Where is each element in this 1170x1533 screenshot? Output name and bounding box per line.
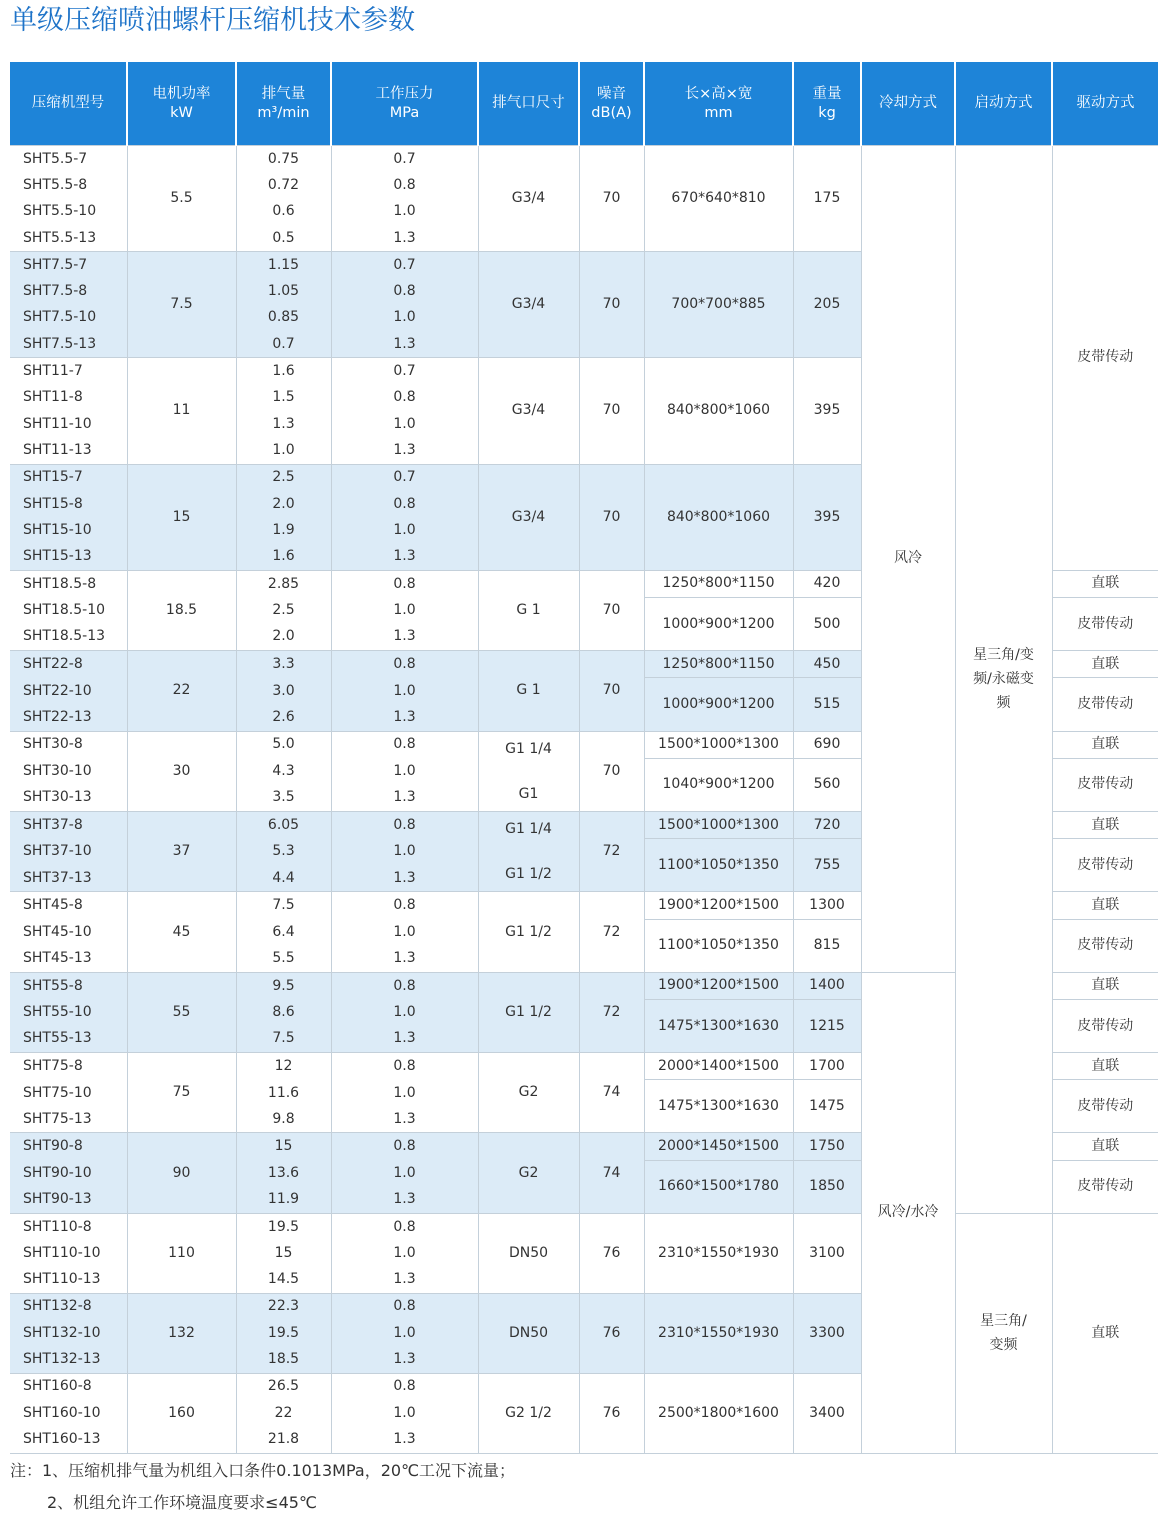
flow-cell: 0.72 <box>236 172 331 198</box>
model-cell: SHT11-10 <box>23 415 92 432</box>
table-header-row <box>10 62 1158 146</box>
power-cell: 90 <box>127 1133 236 1213</box>
pressure-cell: 1.0 <box>331 517 478 543</box>
model-cell: SHT18.5-13 <box>23 628 106 645</box>
pressure-cell: 0.8 <box>331 1373 478 1400</box>
pressure-cell: 1.3 <box>331 624 478 651</box>
pressure-cell: 1.3 <box>331 1266 478 1293</box>
flow-cell: 7.5 <box>236 892 331 919</box>
flow-cell: 2.0 <box>236 491 331 517</box>
dims-cell: 1250*800*1150 <box>644 651 793 678</box>
model-cell: SHT55-8 <box>10 972 127 999</box>
model-cell: SHT110-13 <box>23 1271 101 1288</box>
flow-cell: 2.5 <box>236 464 331 491</box>
start-method-text: 星三角/变频/永磁变频 <box>973 647 1034 712</box>
flow-cell: 7.5 <box>236 1026 331 1053</box>
power-cell: 15 <box>127 464 236 570</box>
model-cell: SHT160-13 <box>23 1430 101 1447</box>
noise-cell: 74 <box>579 1053 644 1133</box>
power-cell: 45 <box>127 892 236 972</box>
cooling-air-cell: 风冷 <box>861 146 955 973</box>
weight-cell: 3400 <box>793 1373 861 1453</box>
outlet-cell: G1 1/2 <box>478 972 579 1052</box>
header-weight: 重量 kg <box>793 62 861 146</box>
model-cell: SHT75-8 <box>10 1053 127 1080</box>
noise-cell: 72 <box>579 892 644 972</box>
weight-cell: 1300 <box>793 892 861 919</box>
flow-cell: 5.3 <box>236 839 331 865</box>
flow-cell: 15 <box>236 1133 331 1160</box>
model-cell: SHT160-8 <box>10 1373 127 1400</box>
outlet-cell: G2 <box>478 1133 579 1213</box>
weight-cell: 395 <box>793 358 861 464</box>
model-cell: SHT5.5-7 <box>10 146 127 173</box>
outlet-cell <box>478 811 579 891</box>
flow-cell: 6.05 <box>236 811 331 838</box>
pressure-cell: 0.7 <box>331 252 478 279</box>
pressure-cell: 0.8 <box>331 385 478 411</box>
flow-cell: 3.5 <box>236 785 331 812</box>
pressure-cell: 1.3 <box>331 225 478 252</box>
pressure-cell: 1.0 <box>331 839 478 865</box>
flow-cell: 26.5 <box>236 1373 331 1400</box>
pressure-cell: 0.8 <box>331 1213 478 1240</box>
pressure-cell: 1.3 <box>331 1106 478 1133</box>
flow-cell: 8.6 <box>236 1000 331 1026</box>
model-cell: SHT55-13 <box>10 1026 127 1053</box>
dims-cell: 1000*900*1200 <box>644 598 793 651</box>
power-cell: 110 <box>127 1213 236 1293</box>
outlet-cell: DN50 <box>478 1293 579 1373</box>
flow-cell: 22 <box>236 1400 331 1426</box>
drive-cell: 直联 <box>1052 892 1158 919</box>
dims-cell: 1000*900*1200 <box>644 678 793 731</box>
model-cell: SHT18.5-10 <box>23 602 106 619</box>
model-cell: SHT45-8 <box>10 892 127 919</box>
header-noise: 噪音 dB(A) <box>579 62 644 146</box>
dims-cell: 1040*900*1200 <box>644 758 793 811</box>
drive-cell: 皮带传动 <box>1052 146 1158 571</box>
noise-cell: 72 <box>579 811 644 891</box>
flow-cell: 1.0 <box>236 437 331 464</box>
dims-cell: 2000*1400*1500 <box>644 1053 793 1080</box>
model-cell: SHT75-13 <box>23 1110 92 1127</box>
model-cell: SHT30-8 <box>10 731 127 758</box>
outlet-cell: G2 <box>478 1053 579 1133</box>
flow-cell: 15 <box>236 1240 331 1266</box>
drive-cell: 皮带传动 <box>1052 758 1158 811</box>
flow-cell: 1.3 <box>236 411 331 437</box>
dims-cell: 840*800*1060 <box>644 464 793 570</box>
noise-cell: 76 <box>579 1373 644 1453</box>
model-cell: SHT7.5-7 <box>10 252 127 279</box>
outlet-cell: G 1 <box>478 570 579 650</box>
pressure-cell: 0.8 <box>331 972 478 999</box>
weight-cell: 1215 <box>793 1000 861 1053</box>
model-cell: SHT15-8 <box>10 491 127 517</box>
model-cell: SHT55-10 <box>10 1000 127 1026</box>
dims-cell: 1500*1000*1300 <box>644 731 793 758</box>
header-start: 启动方式 <box>955 62 1052 146</box>
dims-cell: 1250*800*1150 <box>644 570 793 597</box>
flow-cell: 0.6 <box>236 199 331 225</box>
weight-cell: 755 <box>793 839 861 892</box>
model-cell: SHT90-8 <box>10 1133 127 1160</box>
model-cell: SHT45-10 <box>23 923 92 940</box>
power-cell: 37 <box>127 811 236 891</box>
pressure-cell: 0.8 <box>331 1053 478 1080</box>
pressure-cell: 0.8 <box>331 1133 478 1160</box>
drive-cell: 直联 <box>1052 1133 1158 1160</box>
model-cell: SHT5.5-13 <box>23 229 97 246</box>
weight-cell: 395 <box>793 464 861 570</box>
flow-cell: 1.6 <box>236 543 331 570</box>
weight-cell: 1400 <box>793 972 861 999</box>
dims-cell: 1900*1200*1500 <box>644 972 793 999</box>
model-cell: SHT90-13 <box>10 1187 127 1214</box>
pressure-cell: 1.3 <box>331 785 478 812</box>
spec-table <box>10 62 1158 1454</box>
drive-cell: 直联 <box>1052 570 1158 597</box>
power-cell: 7.5 <box>127 252 236 358</box>
dims-cell: 2000*1450*1500 <box>644 1133 793 1160</box>
header-outlet: 排气口尺寸 <box>478 62 579 146</box>
power-cell: 22 <box>127 651 236 731</box>
header-dims: 长×高×宽 mm <box>644 62 793 146</box>
weight-cell: 720 <box>793 811 861 838</box>
pressure-cell: 0.8 <box>331 651 478 678</box>
pressure-cell: 1.3 <box>331 437 478 464</box>
flow-cell: 2.5 <box>236 598 331 624</box>
drive-cell: 皮带传动 <box>1052 839 1158 892</box>
flow-cell: 2.6 <box>236 704 331 731</box>
flow-cell: 3.3 <box>236 651 331 678</box>
pressure-cell: 1.0 <box>331 1320 478 1346</box>
flow-cell: 1.15 <box>236 252 331 279</box>
flow-cell: 22.3 <box>236 1293 331 1320</box>
note-2: 2、机组允许工作环境温度要求≤45℃ <box>47 1493 317 1512</box>
drive-cell: 直联 <box>1052 1053 1158 1080</box>
page-title: 单级压缩喷油螺杆压缩机技术参数 <box>10 5 415 36</box>
model-cell: SHT37-8 <box>10 811 127 838</box>
flow-cell: 21.8 <box>236 1426 331 1453</box>
noise-cell: 70 <box>579 651 644 731</box>
weight-cell: 450 <box>793 651 861 678</box>
outlet-size-1: G1 1/4 <box>505 740 552 757</box>
drive-cell: 直联 <box>1052 651 1158 678</box>
noise-cell: 72 <box>579 972 644 1052</box>
model-cell: SHT37-10 <box>10 839 127 865</box>
pressure-cell: 0.7 <box>331 146 478 173</box>
start-method-text: 星三角/变频 <box>980 1313 1027 1354</box>
weight-cell: 560 <box>793 758 861 811</box>
dims-cell: 1900*1200*1500 <box>644 892 793 919</box>
weight-cell: 420 <box>793 570 861 597</box>
flow-cell: 5.0 <box>236 731 331 758</box>
flow-cell: 18.5 <box>236 1346 331 1373</box>
model-cell: SHT5.5-8 <box>23 176 88 193</box>
pressure-cell: 0.8 <box>331 892 478 919</box>
outlet-size-2: G1 1/2 <box>505 866 552 883</box>
weight-cell: 1475 <box>793 1080 861 1133</box>
pressure-cell: 1.0 <box>331 1080 478 1106</box>
dims-cell: 1660*1500*1780 <box>644 1160 793 1213</box>
dims-cell: 1475*1300*1630 <box>644 1080 793 1133</box>
flow-cell: 1.6 <box>236 358 331 385</box>
weight-cell: 1700 <box>793 1053 861 1080</box>
pressure-cell: 0.7 <box>331 464 478 491</box>
cooling-mixed-cell: 风冷/水冷 <box>861 972 955 1453</box>
noise-cell: 76 <box>579 1293 644 1373</box>
model-cell: SHT7.5-8 <box>10 278 127 304</box>
outlet-size-1: G1 1/4 <box>505 821 552 838</box>
flow-cell: 13.6 <box>236 1160 331 1186</box>
flow-cell: 3.0 <box>236 678 331 704</box>
model-cell: SHT30-13 <box>23 789 92 806</box>
flow-cell: 1.05 <box>236 278 331 304</box>
header-model: 压缩机型号 <box>10 62 127 146</box>
flow-cell: 1.9 <box>236 517 331 543</box>
start-method-cell <box>955 1213 1052 1453</box>
outlet-cell: G3/4 <box>478 464 579 570</box>
weight-cell: 3300 <box>793 1293 861 1373</box>
outlet-cell: G3/4 <box>478 252 579 358</box>
weight-cell: 815 <box>793 919 861 972</box>
flow-cell: 9.5 <box>236 972 331 999</box>
dims-cell: 1100*1050*1350 <box>644 839 793 892</box>
noise-cell: 70 <box>579 146 644 252</box>
pressure-cell: 0.8 <box>331 811 478 838</box>
dims-cell: 1500*1000*1300 <box>644 811 793 838</box>
table-row <box>10 1213 1158 1240</box>
note-1: 注：1、压缩机排气量为机组入口条件0.1013MPa，20℃工况下流量； <box>10 1461 516 1480</box>
pressure-cell: 0.7 <box>331 358 478 385</box>
noise-cell: 76 <box>579 1213 644 1293</box>
noise-cell: 74 <box>579 1133 644 1213</box>
weight-cell: 3100 <box>793 1213 861 1293</box>
flow-cell: 0.85 <box>236 305 331 331</box>
pressure-cell: 1.0 <box>331 598 478 624</box>
flow-cell: 0.75 <box>236 146 331 173</box>
outlet-cell: G3/4 <box>478 146 579 252</box>
noise-cell: 70 <box>579 731 644 811</box>
pressure-cell: 1.3 <box>331 865 478 892</box>
dims-cell: 1100*1050*1350 <box>644 919 793 972</box>
pressure-cell: 1.0 <box>331 1160 478 1186</box>
model-cell: SHT15-10 <box>10 517 127 543</box>
header-pressure: 工作压力 MPa <box>331 62 478 146</box>
power-cell: 75 <box>127 1053 236 1133</box>
model-cell: SHT37-13 <box>10 865 127 892</box>
drive-cell: 直联 <box>1052 811 1158 838</box>
flow-cell: 14.5 <box>236 1266 331 1293</box>
outlet-cell: G3/4 <box>478 358 579 464</box>
outlet-cell: G 1 <box>478 651 579 731</box>
model-cell: SHT22-13 <box>10 704 127 731</box>
pressure-cell: 0.8 <box>331 172 478 198</box>
pressure-cell: 0.8 <box>331 491 478 517</box>
pressure-cell: 0.8 <box>331 1293 478 1320</box>
model-cell: SHT22-10 <box>10 678 127 704</box>
pressure-cell: 1.3 <box>331 1026 478 1053</box>
pressure-cell: 1.0 <box>331 1400 478 1426</box>
pressure-cell: 1.0 <box>331 305 478 331</box>
model-cell: SHT22-8 <box>10 651 127 678</box>
table-row <box>10 146 1158 173</box>
model-cell: SHT110-8 <box>10 1213 127 1240</box>
pressure-cell: 1.3 <box>331 1346 478 1373</box>
spec-table-body <box>10 146 1158 1454</box>
noise-cell: 70 <box>579 252 644 358</box>
drive-cell: 皮带传动 <box>1052 678 1158 731</box>
flow-cell: 2.0 <box>236 624 331 651</box>
model-cell: SHT132-13 <box>10 1346 127 1373</box>
model-cell: SHT160-10 <box>23 1404 101 1421</box>
model-cell: SHT11-8 <box>23 389 83 406</box>
model-cell: SHT110-10 <box>23 1244 101 1261</box>
drive-cell: 直联 <box>1052 1213 1158 1453</box>
dims-cell: 1475*1300*1630 <box>644 1000 793 1053</box>
model-cell: SHT132-10 <box>10 1320 127 1346</box>
flow-cell: 2.85 <box>236 570 331 597</box>
flow-cell: 0.5 <box>236 225 331 252</box>
model-cell: SHT75-10 <box>23 1084 92 1101</box>
flow-cell: 4.3 <box>236 758 331 784</box>
noise-cell: 70 <box>579 570 644 650</box>
flow-cell: 9.8 <box>236 1106 331 1133</box>
pressure-cell: 0.8 <box>331 731 478 758</box>
pressure-cell: 1.3 <box>331 331 478 358</box>
dims-cell: 2310*1550*1930 <box>644 1213 793 1293</box>
noise-cell: 70 <box>579 358 644 464</box>
flow-cell: 19.5 <box>236 1320 331 1346</box>
pressure-cell: 0.8 <box>331 278 478 304</box>
pressure-cell: 1.0 <box>331 919 478 945</box>
pressure-cell: 1.3 <box>331 543 478 570</box>
weight-cell: 175 <box>793 146 861 252</box>
model-cell: SHT90-10 <box>10 1160 127 1186</box>
pressure-cell: 1.0 <box>331 1240 478 1266</box>
power-cell: 5.5 <box>127 146 236 252</box>
dims-cell: 700*700*885 <box>644 252 793 358</box>
model-cell: SHT11-13 <box>23 441 92 458</box>
pressure-cell: 1.0 <box>331 411 478 437</box>
drive-cell: 皮带传动 <box>1052 919 1158 972</box>
model-cell: SHT30-10 <box>23 762 92 779</box>
pressure-cell: 1.0 <box>331 199 478 225</box>
model-cell: SHT11-7 <box>10 358 127 385</box>
dims-cell: 2500*1800*1600 <box>644 1373 793 1453</box>
weight-cell: 690 <box>793 731 861 758</box>
drive-cell: 皮带传动 <box>1052 1000 1158 1053</box>
drive-cell: 皮带传动 <box>1052 1080 1158 1133</box>
power-cell: 55 <box>127 972 236 1052</box>
drive-cell: 皮带传动 <box>1052 598 1158 651</box>
model-cell: SHT5.5-10 <box>23 203 97 220</box>
pressure-cell: 1.3 <box>331 704 478 731</box>
weight-cell: 205 <box>793 252 861 358</box>
model-cell: SHT7.5-13 <box>10 331 127 358</box>
drive-cell: 皮带传动 <box>1052 1160 1158 1213</box>
model-cell: SHT15-13 <box>10 543 127 570</box>
outlet-cell: DN50 <box>478 1213 579 1293</box>
flow-cell: 12 <box>236 1053 331 1080</box>
drive-cell: 直联 <box>1052 972 1158 999</box>
power-cell: 18.5 <box>127 570 236 650</box>
flow-cell: 11.9 <box>236 1187 331 1214</box>
dims-cell: 840*800*1060 <box>644 358 793 464</box>
weight-cell: 1750 <box>793 1133 861 1160</box>
flow-cell: 0.7 <box>236 331 331 358</box>
outlet-cell: G1 1/2 <box>478 892 579 972</box>
pressure-cell: 0.8 <box>331 570 478 597</box>
flow-cell: 6.4 <box>236 919 331 945</box>
model-cell: SHT15-7 <box>10 464 127 491</box>
outlet-cell: G2 1/2 <box>478 1373 579 1453</box>
model-cell: SHT45-13 <box>23 950 92 967</box>
header-drive: 驱动方式 <box>1052 62 1158 146</box>
model-cell: SHT18.5-8 <box>10 570 127 597</box>
weight-cell: 515 <box>793 678 861 731</box>
pressure-cell: 1.0 <box>331 758 478 784</box>
power-cell: 160 <box>127 1373 236 1453</box>
header-flow: 排气量 m³/min <box>236 62 331 146</box>
weight-cell: 1850 <box>793 1160 861 1213</box>
flow-cell: 1.5 <box>236 385 331 411</box>
power-cell: 30 <box>127 731 236 811</box>
header-cooling: 冷却方式 <box>861 62 955 146</box>
pressure-cell: 1.0 <box>331 1000 478 1026</box>
flow-cell: 4.4 <box>236 865 331 892</box>
start-method-cell <box>955 146 1052 1214</box>
flow-cell: 11.6 <box>236 1080 331 1106</box>
header-power: 电机功率 kW <box>127 62 236 146</box>
model-cell: SHT7.5-10 <box>10 305 127 331</box>
pressure-cell: 1.0 <box>331 678 478 704</box>
drive-cell: 直联 <box>1052 731 1158 758</box>
noise-cell: 70 <box>579 464 644 570</box>
outlet-size-2: G1 <box>518 785 539 802</box>
pressure-cell: 1.3 <box>331 1426 478 1453</box>
flow-cell: 19.5 <box>236 1213 331 1240</box>
weight-cell: 500 <box>793 598 861 651</box>
pressure-cell: 1.3 <box>331 945 478 972</box>
dims-cell: 670*640*810 <box>644 146 793 252</box>
outlet-cell <box>478 731 579 811</box>
pressure-cell: 1.3 <box>331 1187 478 1214</box>
power-cell: 132 <box>127 1293 236 1373</box>
model-cell: SHT132-8 <box>10 1293 127 1320</box>
dims-cell: 2310*1550*1930 <box>644 1293 793 1373</box>
power-cell: 11 <box>127 358 236 464</box>
flow-cell: 5.5 <box>236 945 331 972</box>
notes <box>10 1455 515 1519</box>
